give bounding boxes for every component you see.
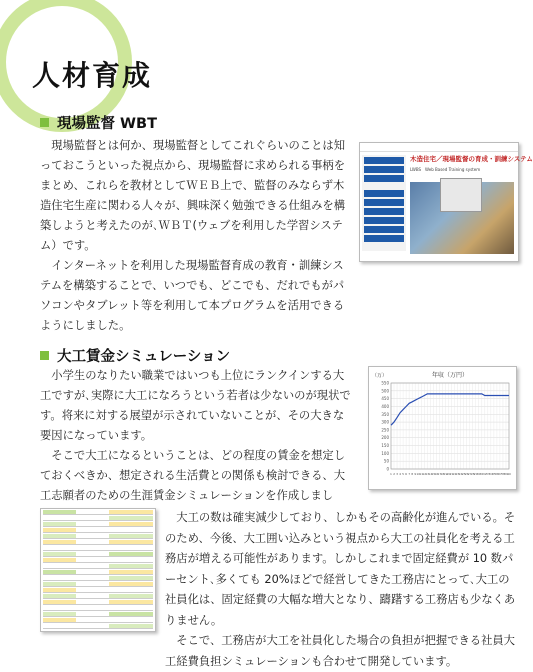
x-tick-label: 27 bbox=[467, 472, 472, 476]
y-tick-label: 550 bbox=[381, 380, 389, 386]
sheet-row bbox=[43, 516, 153, 521]
x-tick-label: 20 bbox=[446, 472, 451, 476]
x-tick-label: 26 bbox=[464, 472, 469, 476]
wbt-screenshot bbox=[359, 142, 533, 262]
sheet-row bbox=[43, 534, 153, 539]
sheet-row bbox=[43, 570, 153, 575]
x-tick-label: 10 bbox=[416, 472, 421, 476]
wbt-screenshot-subtitle: LWBS Web Based Training system bbox=[410, 167, 481, 172]
x-tick-label: 36 bbox=[494, 472, 499, 476]
sheet-row bbox=[43, 606, 153, 611]
x-tick-label: 28 bbox=[470, 472, 475, 476]
x-tick-label: 18 bbox=[440, 472, 445, 476]
x-tick-label: 21 bbox=[449, 472, 454, 476]
sheet-row bbox=[43, 510, 153, 515]
y-tick-label: 450 bbox=[381, 396, 389, 402]
sheet-row bbox=[43, 564, 153, 569]
wbt-panel bbox=[440, 178, 482, 212]
x-tick-label: 2 bbox=[393, 472, 395, 476]
x-tick-label: 30 bbox=[476, 472, 481, 476]
x-tick-label: 8 bbox=[411, 472, 414, 476]
simulation-spreadsheet bbox=[40, 508, 156, 632]
x-tick-label: 3 bbox=[396, 472, 399, 476]
x-tick-label: 19 bbox=[443, 472, 448, 476]
x-tick-label: 22 bbox=[452, 472, 457, 476]
y-tick-label: 100 bbox=[381, 450, 389, 456]
x-tick-label: 7 bbox=[408, 472, 411, 476]
sheet-row bbox=[43, 618, 153, 623]
sheet-row bbox=[43, 612, 153, 617]
sheet-row bbox=[43, 522, 153, 527]
wbt-heading: 現場監督 WBT bbox=[57, 116, 157, 132]
sheet-row bbox=[43, 576, 153, 581]
x-tick-label: 34 bbox=[488, 472, 493, 476]
square-bullet-icon bbox=[40, 118, 49, 127]
x-tick-label: 12 bbox=[422, 472, 427, 476]
wage-paragraph-2: そこで大工になるということは、どの程度の賃金を想定しておくべきか、想定される生活費との関係も検討できる、大工志願者のための生涯賃金シミュレーションを作成しまし bbox=[40, 449, 346, 502]
x-tick-label: 32 bbox=[482, 472, 487, 476]
wage-paragraph-1: 小学生のなりたい職業ではいつも上位にランクインする大工ですが､実際に大工になろうという若者は少ないのが現状です。将来に対する展望が示されていないことが、その大きな要因になっています。 bbox=[40, 369, 351, 442]
y-tick-label: 500 bbox=[381, 388, 389, 394]
wage-paragraph-3: 大工の数は確実減少しており、しかもその高齢化が進んでいる。そのため、今後、大工囲い込みという視点から大工の社員化を考える工務店が増える可能性があります。しかしこれまで固定経費が 10 数パーセント､多くても 20%ほどで経営してきた工務店にとって､大工の社員化は、固定経費の大幅な増大となり、躊躇する工務店も少なくありません。 bbox=[165, 511, 516, 627]
wage-heading: 大工賃金シミュレーション bbox=[57, 349, 231, 365]
x-tick-label: 17 bbox=[437, 472, 442, 476]
x-tick-label: 35 bbox=[491, 472, 496, 476]
sheet-row bbox=[43, 582, 153, 587]
x-tick-label: 11 bbox=[419, 472, 424, 476]
section-heading-wbt bbox=[40, 112, 157, 133]
x-tick-label: 15 bbox=[431, 472, 436, 476]
sheet-row bbox=[43, 558, 153, 563]
wbt-screenshot-title: 木造住宅／現場監督の育成・訓練システム bbox=[410, 155, 533, 163]
chart-title: 年収（万円） bbox=[431, 372, 469, 379]
wage-chart-svg bbox=[369, 367, 516, 489]
y-tick-label: 150 bbox=[381, 443, 389, 449]
y-tick-label: 250 bbox=[381, 427, 389, 433]
sheet-row bbox=[43, 600, 153, 605]
x-tick-label: 23 bbox=[455, 472, 460, 476]
x-tick-label: 31 bbox=[479, 472, 484, 476]
section-heading-wage bbox=[40, 345, 230, 366]
x-tick-label: 24 bbox=[458, 472, 463, 476]
y-tick-label: 0 bbox=[386, 466, 389, 472]
x-tick-label: 33 bbox=[485, 472, 490, 476]
x-tick-label: 29 bbox=[473, 472, 478, 476]
x-tick-label: 13 bbox=[425, 472, 430, 476]
wage-paragraph-4: そこで、工務店が大工を社員化した場合の負担が把握できる社員大工経費負担シミュレーションも合わせて開発しています。 bbox=[165, 634, 515, 668]
wage-text-2 bbox=[165, 508, 517, 672]
wbt-paragraph-2: インターネットを利用した現場監督育成の教育・訓練システムを構築することで、いつでも、どこでも、だれでもがパソコンやタブレット等を利用して本プログラムを活用できるようにしました。 bbox=[40, 259, 345, 332]
sheet-row bbox=[43, 588, 153, 593]
x-tick-label: 1 bbox=[390, 472, 392, 476]
wage-chart bbox=[368, 366, 517, 490]
x-tick-label: 25 bbox=[461, 472, 466, 476]
wbt-paragraph-1: 現場監督とは何か、現場監督としてこれぐらいのことは知っておこうといった視点から、現場監督に求められる事柄をまとめ、これらを教材としてＷＥＢ上で、監督のみならず木造住宅生産に関わる人々が、興味深く勉強できる仕組みを構築しようと考えたのが､ＷＢＴ(ウェブを利用した学習システム）です。 bbox=[40, 139, 346, 252]
x-tick-label: 40 bbox=[507, 472, 511, 476]
x-tick-label: 4 bbox=[399, 472, 402, 476]
wage-text bbox=[40, 366, 355, 526]
y-tick-label: 300 bbox=[381, 419, 389, 425]
x-tick-label: 16 bbox=[434, 472, 439, 476]
sheet-row bbox=[43, 546, 153, 551]
x-tick-label: 39 bbox=[504, 472, 508, 476]
sheet-row bbox=[43, 540, 153, 545]
sheet-row bbox=[43, 528, 153, 533]
sheet-row bbox=[43, 594, 153, 599]
wbt-menu bbox=[362, 155, 406, 251]
y-tick-label: 350 bbox=[381, 411, 389, 417]
y-tick-label: 50 bbox=[383, 458, 389, 464]
chart-ylabel: （万） bbox=[372, 373, 388, 379]
x-tick-label: 38 bbox=[501, 472, 505, 476]
y-tick-label: 200 bbox=[381, 435, 389, 441]
x-tick-label: 37 bbox=[498, 472, 502, 476]
y-tick-label: 400 bbox=[381, 403, 389, 409]
x-tick-label: 6 bbox=[405, 472, 408, 476]
square-bullet-icon bbox=[40, 351, 49, 360]
x-tick-label: 5 bbox=[402, 472, 405, 476]
page-title: 人材育成 bbox=[32, 59, 153, 92]
x-tick-label: 14 bbox=[428, 472, 433, 476]
sheet-row bbox=[43, 624, 153, 629]
wbt-text bbox=[40, 136, 352, 336]
x-tick-label: 9 bbox=[414, 472, 417, 476]
sheet-row bbox=[43, 552, 153, 557]
